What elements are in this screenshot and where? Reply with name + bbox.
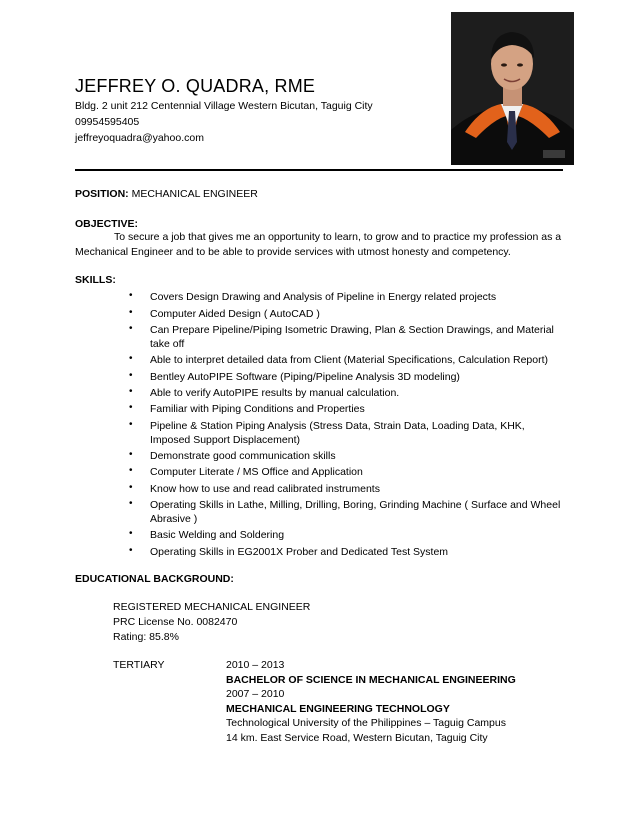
- skill-item: Able to interpret detailed data from Client (Material Specifications, Calculation Report): [150, 354, 549, 366]
- skill-item: Demonstrate good communication skills: [150, 450, 336, 462]
- skill-bullet: •: [129, 498, 133, 509]
- skill-item: Pipeline & Station Piping Analysis (Stress Data, Strain Data, Loading Data, KHK, Imposed Support Displacement): [150, 420, 525, 446]
- position-label: POSITION:: [75, 188, 129, 200]
- education-year-2: 2007 – 2010: [226, 688, 285, 700]
- school-name: Technological University of the Philippines – Taguig Campus: [226, 717, 506, 729]
- skill-bullet: •: [129, 370, 133, 381]
- degree-1: BACHELOR OF SCIENCE IN MECHANICAL ENGINEERING: [226, 674, 516, 686]
- skill-bullet: •: [129, 528, 133, 539]
- objective-label: OBJECTIVE:: [75, 218, 139, 230]
- skill-item: Can Prepare Pipeline/Piping Isometric Drawing, Plan & Section Drawings, and Material take off: [150, 324, 554, 350]
- skill-bullet: •: [129, 323, 133, 334]
- skill-bullet: •: [129, 386, 133, 397]
- skill-bullet: •: [129, 419, 133, 430]
- skill-item: Computer Literate / MS Office and Application: [150, 466, 363, 478]
- education-label: EDUCATIONAL BACKGROUND:: [75, 573, 234, 585]
- skill-bullet: •: [129, 482, 133, 493]
- skill-bullet: •: [129, 402, 133, 413]
- skill-item: Operating Skills in Lathe, Milling, Drilling, Boring, Grinding Machine ( Surface and Wheel Abrasive ): [150, 499, 561, 525]
- applicant-name: JEFFREY O. QUADRA, RME: [75, 76, 316, 96]
- profile-photo: [451, 12, 574, 165]
- graduate-portrait-image: [451, 12, 574, 165]
- school-address: 14 km. East Service Road, Western Bicutan, Taguig City: [226, 732, 488, 744]
- skill-item: Basic Welding and Soldering: [150, 529, 285, 541]
- tertiary-label: TERTIARY: [113, 659, 165, 671]
- skill-item: Able to verify AutoPIPE results by manual calculation.: [150, 387, 400, 399]
- skill-bullet: •: [129, 449, 133, 460]
- skill-item: Operating Skills in EG2001X Prober and Dedicated Test System: [150, 546, 449, 558]
- skill-item: Familiar with Piping Conditions and Properties: [150, 403, 365, 415]
- skill-bullet: •: [129, 290, 133, 301]
- position-value: MECHANICAL ENGINEER: [131, 188, 258, 200]
- phone-number: 09954595405: [75, 116, 140, 128]
- education-year-1: 2010 – 2013: [226, 659, 285, 671]
- skill-item: Know how to use and read calibrated instruments: [150, 483, 380, 495]
- license-rating: Rating: 85.8%: [113, 631, 179, 643]
- skill-bullet: •: [129, 307, 133, 318]
- skill-bullet: •: [129, 545, 133, 556]
- license-number: PRC License No. 0082470: [113, 616, 238, 628]
- license-title: REGISTERED MECHANICAL ENGINEER: [113, 601, 311, 613]
- objective-text-line-2: Mechanical Engineer and to be able to provide services with utmost honesty and competency.: [75, 246, 511, 258]
- header-divider: [75, 169, 563, 171]
- skill-item: Computer Aided Design ( AutoCAD ): [150, 308, 320, 320]
- skill-bullet: •: [129, 353, 133, 364]
- email-address: jeffreyoquadra@yahoo.com: [75, 132, 204, 144]
- skill-item: Covers Design Drawing and Analysis of Pipeline in Energy related projects: [150, 291, 497, 303]
- skill-bullet: •: [129, 465, 133, 476]
- skill-item: Bentley AutoPIPE Software (Piping/Pipeline Analysis 3D modeling): [150, 371, 460, 383]
- position-line: [75, 188, 258, 200]
- address: Bldg. 2 unit 212 Centennial Village Western Bicutan, Taguig City: [75, 100, 373, 112]
- degree-2: MECHANICAL ENGINEERING TECHNOLOGY: [226, 703, 450, 715]
- objective-text-line-1: To secure a job that gives me an opportunity to learn, to grow and to practice my profession as a: [114, 231, 562, 243]
- skills-label: SKILLS:: [75, 274, 116, 286]
